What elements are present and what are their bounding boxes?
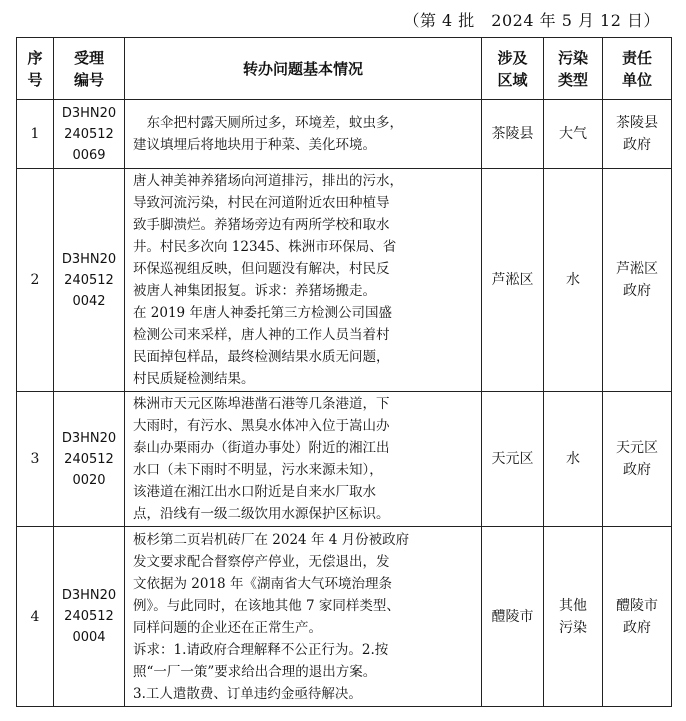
row-type: 水: [544, 392, 603, 527]
row-id: D3HN20 240512 0069: [54, 100, 125, 169]
row-area: 芦淞区: [482, 169, 544, 392]
row-seq: 4: [17, 527, 54, 707]
row-unit: 天元区 政府: [603, 392, 672, 527]
row-seq: 1: [17, 100, 54, 169]
row-desc: 东伞把村露天厕所过多，环境差，蚊虫多， 建议填埋后将地块用于种菜、美化环境。: [125, 100, 482, 169]
row-desc: 板杉第二页岩机砖厂在 2024 年 4 月份被政府 发文要求配合督察停产停业，无偿退出，发 文依据为 2018 年《湖南省大气环境治理条 例》。与此同时，在该地其他 7 家同样类型、 同样问题的企业还在正常生产。 诉求：1.请政府合理解释不公正行为。2.按 照“一厂一策”要求给出合理的退出方案。 3.工人遣散费、订单违约金亟待解决。: [125, 527, 482, 707]
row-desc: 唐人神美神养猪场向河道排污，排出的污水， 导致河流污染，村民在河道附近农田种植导 致手脚溃烂。养猪场旁边有两所学校和取水 井。村民多次向 12345、株洲市环保局、省 环保巡视组反映，但问题没有解决，村民反 被唐人神集团报复。诉求：养猪场搬走。 在 2019 年唐人神委托第三方检测公司国盛 检测公司来采样，唐人神的工作人员当着村 民面掉包样品，最终检测结果水质无问题， 村民质疑检测结果。: [125, 169, 482, 392]
row-unit: 芦淞区 政府: [603, 169, 672, 392]
row-area: 天元区: [482, 392, 544, 527]
issue-table: [16, 37, 672, 707]
row-area: 醴陵市: [482, 527, 544, 707]
row-type: 大气: [544, 100, 603, 169]
header-area: 涉及 区域: [482, 38, 544, 100]
batch-date-label: （第 4 批 2024 年 5 月 12 日）: [403, 11, 660, 30]
table-row: [17, 169, 672, 392]
row-id: D3HN20 240512 0042: [54, 169, 125, 392]
row-unit: 茶陵县 政府: [603, 100, 672, 169]
header-type: 污染 类型: [544, 38, 603, 100]
row-seq: 2: [17, 169, 54, 392]
row-type: 其他 污染: [544, 527, 603, 707]
row-area: 茶陵县: [482, 100, 544, 169]
row-id: D3HN20 240512 0004: [54, 527, 125, 707]
header-seq: 序 号: [17, 38, 54, 100]
header-id: 受理 编号: [54, 38, 125, 100]
row-seq: 3: [17, 392, 54, 527]
header-desc: 转办问题基本情况: [125, 38, 482, 100]
table-row: [17, 100, 672, 169]
table-row: [17, 527, 672, 707]
table-row: [17, 392, 672, 527]
row-id: D3HN20 240512 0020: [54, 392, 125, 527]
row-unit: 醴陵市 政府: [603, 527, 672, 707]
header-unit: 责任 单位: [603, 38, 672, 100]
row-type: 水: [544, 169, 603, 392]
row-desc: 株洲市天元区陈埠港凿石港等几条港道，下 大雨时，有污水、黑臭水体冲入位于嵩山办 泰山办栗雨办（街道办事处）附近的湘江出 水口（未下雨时不明显，污水来源未知）， 该港道在湘江出水口附近是自来水厂取水 点，沿线有一级二级饮用水源保护区标识。: [125, 392, 482, 527]
table-header-row: [17, 38, 672, 100]
